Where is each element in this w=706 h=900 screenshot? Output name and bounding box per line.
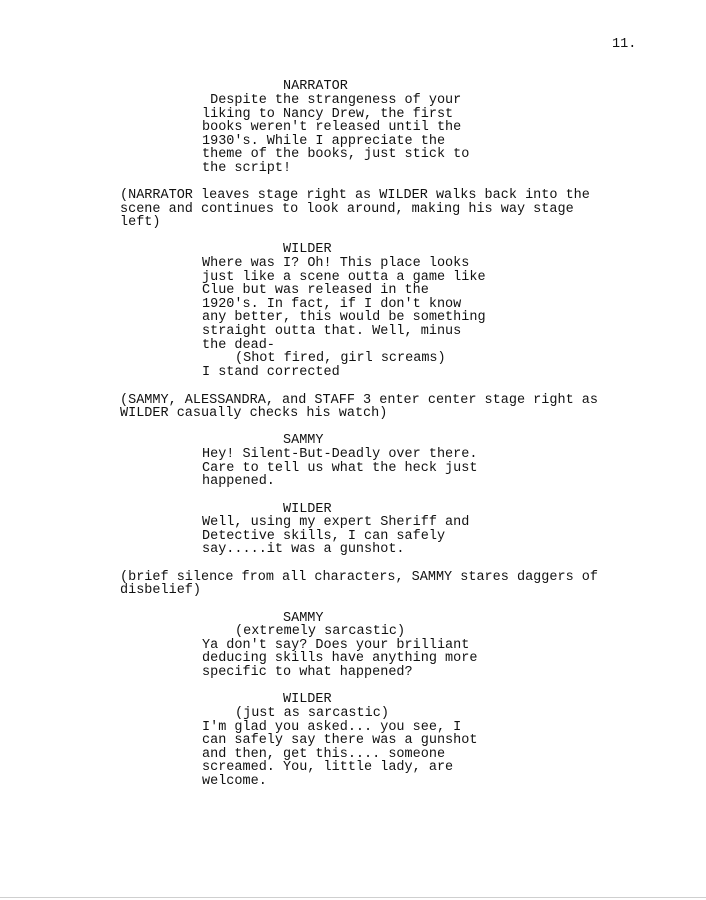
- dialogue-line: can safely say there was a gunshot: [202, 733, 478, 749]
- parenthetical: (just as sarcastic): [235, 706, 389, 721]
- action-line: scene and continues to look around, making his way stage: [120, 201, 574, 217]
- parenthetical: (Shot fired, girl screams): [235, 351, 446, 367]
- dialogue-line: the script!: [202, 161, 292, 176]
- dialogue-line: Care to tell us what the heck just: [202, 460, 478, 476]
- action-line: WILDER casually checks his watch): [120, 406, 388, 421]
- character-name: SAMMY: [283, 433, 324, 448]
- dialogue-line: deducing skills have anything more: [202, 651, 478, 667]
- action-line: (brief silence from all characters, SAMMY stares daggers of: [120, 569, 598, 585]
- dialogue-line: Detective skills, I can safely: [202, 528, 446, 544]
- action-line: (SAMMY, ALESSANDRA, and STAFF 3 enter center stage right as: [120, 392, 598, 408]
- page-number: 11.: [612, 37, 637, 52]
- action-line: disbelief): [120, 583, 202, 598]
- character-name: WILDER: [283, 692, 332, 707]
- character-name: NARRATOR: [283, 79, 348, 94]
- dialogue-line: Where was I? Oh! This place looks: [202, 256, 470, 271]
- dialogue-line: I stand corrected: [202, 364, 340, 380]
- dialogue-line: 1920's. In fact, if I don't know: [202, 296, 462, 312]
- dialogue-line: theme of the books, just stick to: [202, 147, 470, 163]
- dialogue-line: the dead-: [202, 337, 275, 353]
- dialogue-line: screamed. You, little lady, are: [202, 760, 454, 776]
- dialogue-line: Despite the strangeness of your: [202, 93, 462, 108]
- dialogue-line: and then, get this.... someone: [202, 746, 446, 762]
- dialogue-line: just like a scene outta a game like: [202, 269, 486, 285]
- dialogue-line: happened.: [202, 474, 275, 490]
- dialogue-line: Clue but was released in the: [202, 283, 429, 299]
- page-bottom-edge: [0, 897, 706, 898]
- dialogue-line: I'm glad you asked... you see, I: [202, 719, 462, 735]
- dialogue-line: any better, this would be something: [202, 310, 486, 326]
- dialogue-line: specific to what happened?: [202, 664, 413, 680]
- dialogue-line: say.....it was a gunshot.: [202, 542, 405, 558]
- dialogue-line: welcome.: [202, 774, 267, 789]
- parenthetical: (extremely sarcastic): [235, 624, 406, 639]
- dialogue-line: books weren't released until the: [202, 120, 462, 136]
- character-name: WILDER: [283, 242, 332, 257]
- action-line: (NARRATOR leaves stage right as WILDER walks back into the: [120, 188, 590, 203]
- dialogue-line: Hey! Silent-But-Deadly over there.: [202, 447, 478, 462]
- dialogue-line: Ya don't say? Does your brilliant: [202, 637, 470, 653]
- dialogue-line: 1930's. While I appreciate the: [202, 133, 446, 149]
- character-name: SAMMY: [283, 610, 324, 626]
- dialogue-line: Well, using my expert Sheriff and: [202, 515, 470, 530]
- dialogue-line: straight outta that. Well, minus: [202, 324, 462, 339]
- character-name: WILDER: [283, 501, 332, 517]
- action-line: left): [120, 215, 161, 231]
- dialogue-line: liking to Nancy Drew, the first: [202, 106, 454, 122]
